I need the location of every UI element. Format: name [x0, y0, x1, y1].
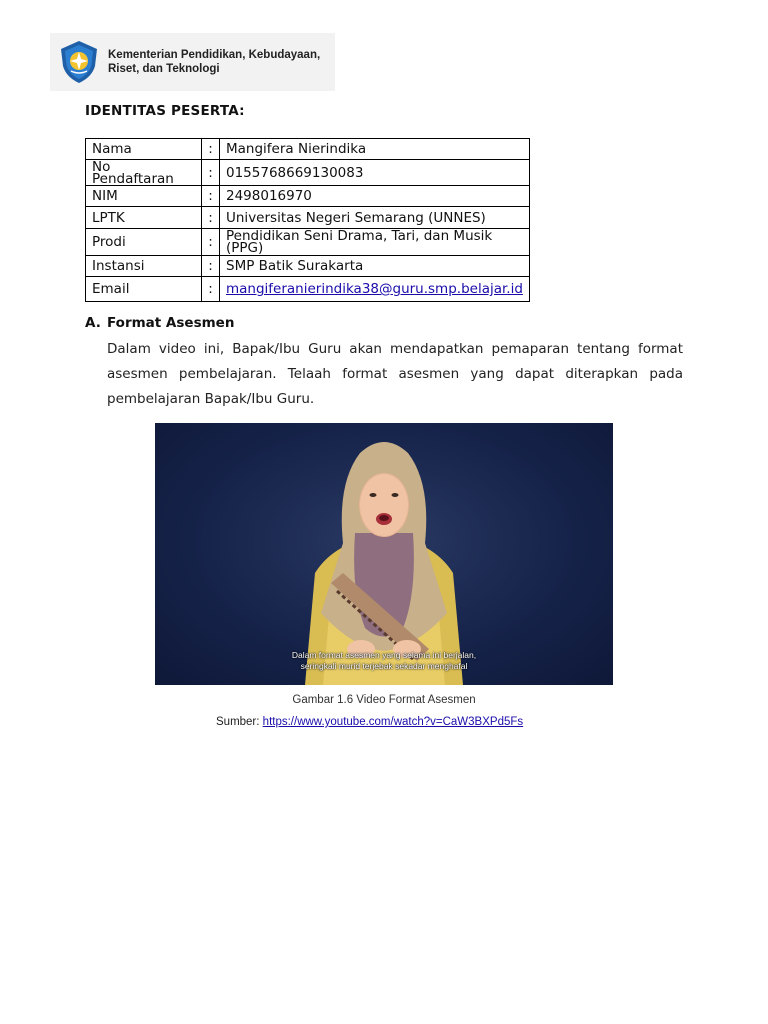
row-value-no-pendaftaran: 0155768669130083 — [220, 160, 530, 186]
source-link[interactable]: https://www.youtube.com/watch?v=CaW3BXPd5Fs — [262, 716, 524, 728]
row-separator: : — [202, 186, 220, 207]
row-separator: : — [202, 207, 220, 229]
row-separator: : — [202, 229, 220, 256]
section-a-number: A. — [85, 315, 101, 331]
row-separator: : — [202, 160, 220, 186]
row-label-email: Email — [86, 277, 202, 302]
row-value-lptk: Universitas Negeri Semarang (UNNES) — [220, 207, 530, 229]
row-label-nama: Nama — [86, 139, 202, 160]
section-a-paragraph: Dalam video ini, Bapak/Ibu Guru akan mendapatkan pemaparan tentang format asesmen pembelajaran. Telaah format asesmen yang dapat diterapkan pada pembelajaran Bapak/Ibu Guru. — [107, 341, 683, 407]
table-row — [86, 139, 530, 160]
figure-source — [216, 716, 523, 728]
section-a-heading — [85, 315, 234, 331]
row-separator: : — [202, 139, 220, 160]
ministry-header — [50, 33, 335, 91]
table-row — [86, 160, 530, 186]
presenter-illustration — [155, 423, 613, 685]
tut-wuri-handayani-logo-icon — [59, 40, 99, 84]
row-separator: : — [202, 277, 220, 302]
section-a-title: Format Asesmen — [107, 315, 235, 331]
row-separator: : — [202, 256, 220, 277]
figure-caption: Gambar 1.6 Video Format Asesmen — [292, 694, 476, 706]
row-value-prodi: Pendidikan Seni Drama, Tari, dan Musik (PPG) — [220, 229, 530, 256]
video-subtitle: Dalam format asesmen yang selama ini berjalan, seringkali murid terjebak sekadar menghafal — [291, 650, 477, 671]
table-row — [86, 277, 530, 302]
row-label-nim: NIM — [86, 186, 202, 207]
row-value-nim: 2498016970 — [220, 186, 530, 207]
table-row — [86, 186, 530, 207]
row-label-instansi: Instansi — [86, 256, 202, 277]
row-label-lptk: LPTK — [86, 207, 202, 229]
identity-table — [85, 138, 530, 302]
identity-title: IDENTITAS PESERTA: — [85, 103, 245, 119]
row-label-no-pendaftaran: No Pendaftaran — [86, 160, 202, 186]
ministry-name: Kementerian Pendidikan, Kebudayaan, Riset, dan Teknologi — [108, 49, 321, 75]
table-row — [86, 229, 530, 256]
table-row — [86, 207, 530, 229]
row-value-nama: Mangifera Nierindika — [220, 139, 530, 160]
table-row — [86, 256, 530, 277]
email-link[interactable]: mangiferanierindika38@guru.smp.belajar.id — [226, 281, 523, 297]
row-label-prodi: Prodi — [86, 229, 202, 256]
row-value-instansi: SMP Batik Surakarta — [220, 256, 530, 277]
row-value-email — [220, 277, 530, 302]
video-thumbnail[interactable] — [155, 423, 613, 685]
source-label: Sumber: — [216, 716, 260, 728]
